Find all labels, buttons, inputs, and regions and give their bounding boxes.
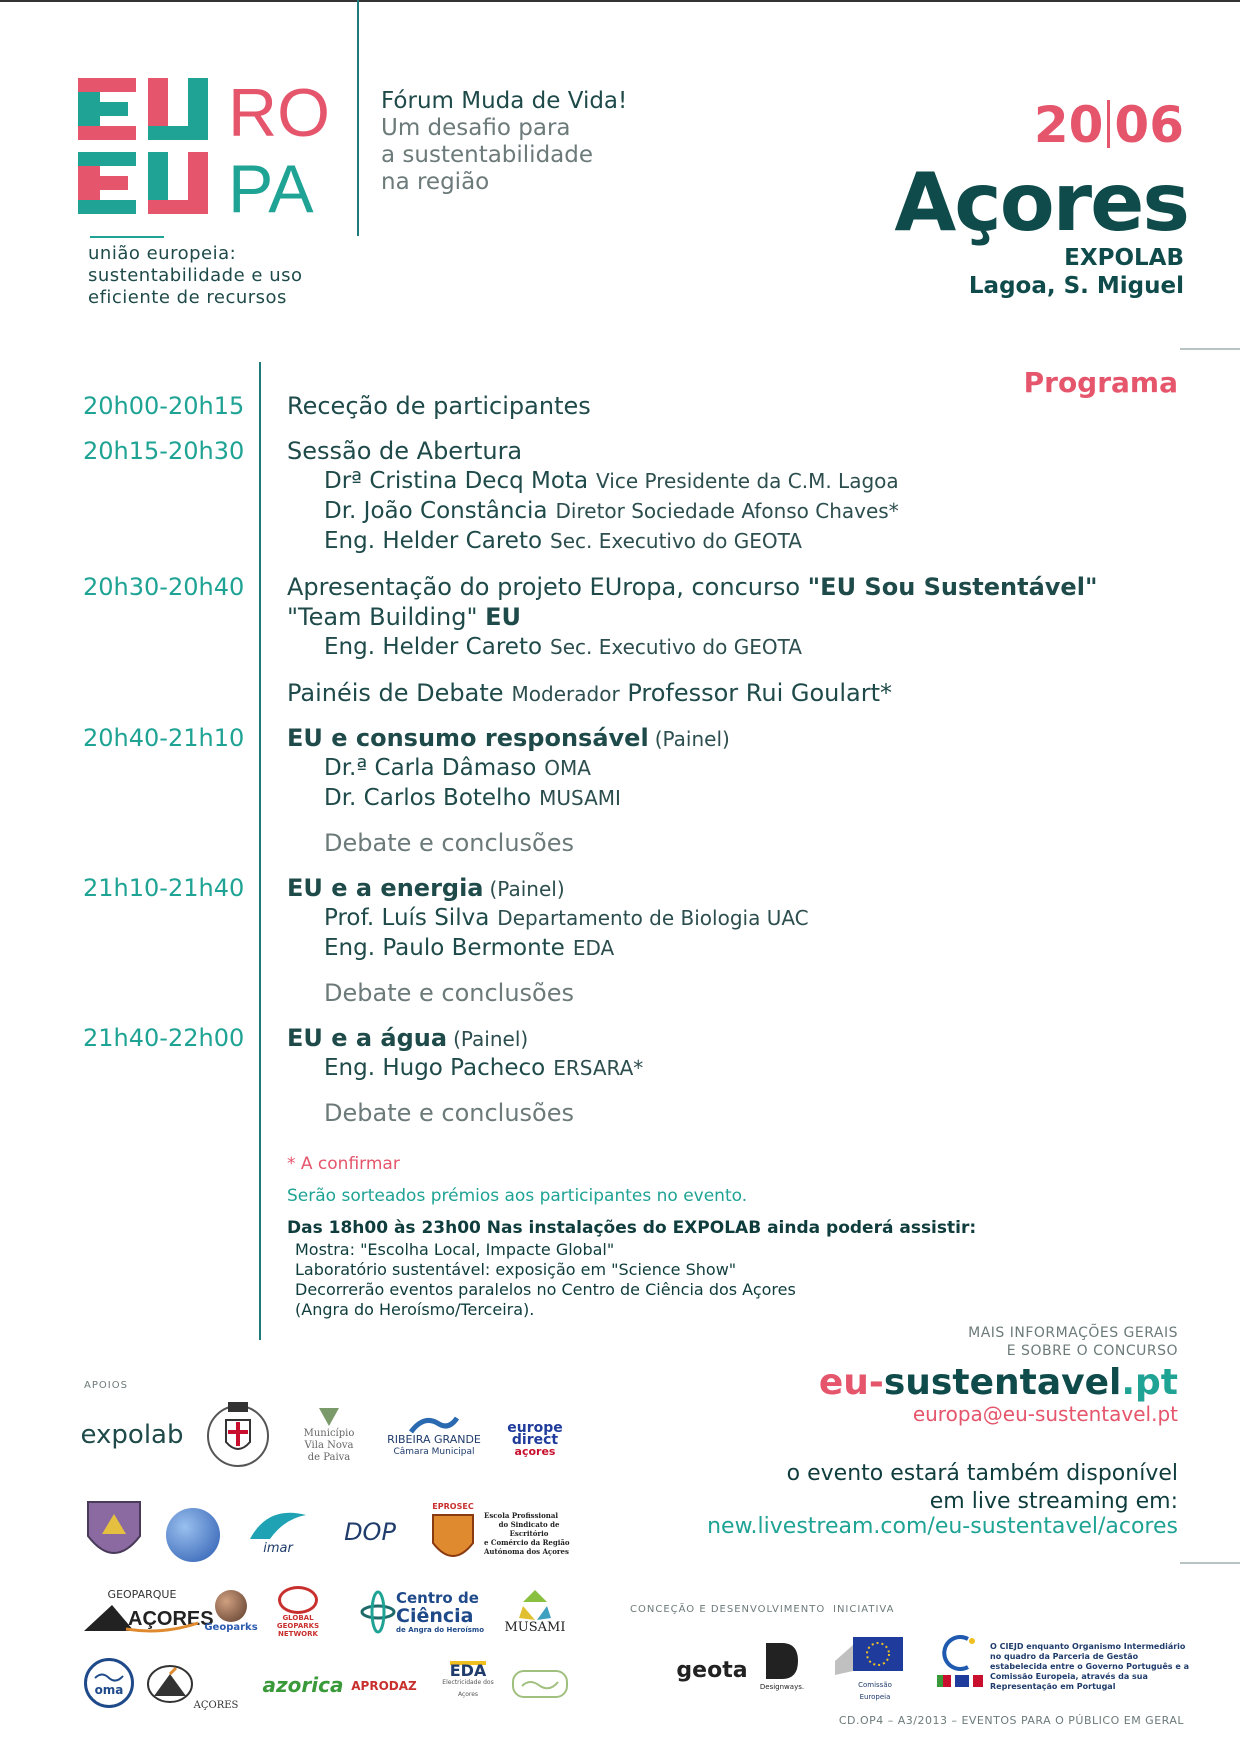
website-part: sustentavel	[883, 1362, 1122, 1403]
logo-text: AÇORES	[193, 1700, 239, 1711]
moderator-name: Professor Rui Goulart*	[627, 679, 893, 707]
centro-ciencia-text	[396, 1590, 484, 1634]
logo-text: RIBEIRA GRANDE	[387, 1433, 481, 1446]
panel-title: EU e a energia	[287, 874, 484, 902]
expolab-line: (Angra do Heroísmo/Terceira).	[295, 1300, 535, 1319]
design-label: CONCEÇÃO E DESENVOLVIMENTO	[630, 1604, 826, 1615]
venue-location: Lagoa, S. Miguel	[968, 273, 1184, 299]
logo-text: Vila Nova	[304, 1440, 354, 1451]
speaker	[324, 785, 621, 811]
logo-text: APRODAZ	[351, 1679, 417, 1693]
globe-logo	[166, 1508, 220, 1562]
streaming-line: o evento estará também disponível	[786, 1461, 1178, 1486]
expolab-logo	[82, 1400, 182, 1470]
program-item	[287, 1024, 528, 1052]
expolab-line: Decorrerão eventos paralelos no Centro de Ciência dos Açores	[295, 1280, 796, 1299]
logo-text: EPROSEC	[432, 1502, 474, 1511]
logo-text: açores	[514, 1445, 556, 1458]
panel-title: EU e consumo responsável	[287, 724, 649, 752]
leaf-icon	[317, 1406, 341, 1428]
logo-text: GLOBAL	[282, 1614, 314, 1622]
speaker-name: Dr. João Constância	[324, 498, 548, 524]
logo-text: Centro de	[396, 1589, 479, 1607]
program-item	[287, 874, 565, 902]
speaker-role: OMA	[544, 756, 591, 780]
program-divider	[259, 362, 261, 1340]
email-link[interactable]: europa@eu-sustentavel.pt	[912, 1402, 1178, 1426]
vila-nova-paiva-logo	[292, 1400, 366, 1470]
wave-icon	[248, 1509, 308, 1543]
program-item-bold: EU	[485, 603, 522, 631]
website-part: eu-	[818, 1362, 884, 1403]
speaker	[324, 755, 591, 781]
recycle-icon	[517, 1588, 553, 1622]
logo-text: GEOPARKS	[276, 1622, 320, 1630]
logo-text: EDA	[449, 1661, 487, 1680]
more-info-line: MAIS INFORMAÇÕES GERAIS	[968, 1325, 1178, 1341]
logo-text: Geoparks	[204, 1622, 258, 1633]
expolab-line: Laboratório sustentável: exposição em "Science Show"	[295, 1260, 737, 1279]
european-commission-logo	[830, 1630, 920, 1704]
speaker	[324, 468, 899, 494]
logo-text: azorica	[262, 1673, 344, 1697]
eprosec-logo	[428, 1498, 478, 1570]
prizes-note: Serão sorteados prémios aos participantes no evento.	[287, 1186, 748, 1206]
logo-text: do Sindicato de Escritório	[498, 1519, 560, 1538]
forum-sub-line: Um desafio para	[381, 115, 571, 141]
logo-text: Ciência	[396, 1605, 474, 1627]
divider-right	[1180, 1562, 1240, 1564]
ciejd-logo	[932, 1622, 988, 1700]
program-time: 20h15-20h30	[83, 437, 245, 465]
program-item: Sessão de Abertura	[287, 437, 523, 465]
program-item-text: "Team Building"	[287, 603, 486, 631]
speaker	[324, 905, 809, 931]
speaker-name: Eng. Paulo Bermonte	[324, 935, 565, 961]
streaming-text	[787, 1460, 1178, 1516]
geota-logo	[670, 1650, 754, 1692]
globe-icon	[215, 1590, 247, 1622]
designways-icon	[764, 1641, 800, 1681]
geoparque-logo	[82, 1586, 214, 1636]
expolab-logo-text: expolab	[80, 1420, 184, 1450]
oma-logo	[84, 1658, 134, 1708]
speaker-name: Dr. Carlos Botelho	[324, 785, 532, 811]
logo-text: Electricidade dos Açores	[442, 1679, 494, 1698]
speaker-name: Eng. Helder Careto	[324, 528, 543, 554]
debate-label: Debate e conclusões	[324, 979, 575, 1007]
logo-text: europe	[507, 1420, 563, 1436]
expolab-heading: Das 18h00 às 23h00 Nas instalações do EXPOLAB ainda poderá assistir:	[287, 1218, 977, 1238]
ribeira-grande-logo	[384, 1408, 484, 1464]
panel-tag: (Painel)	[489, 877, 565, 901]
speaker-role: Departamento de Biologia UAC	[497, 906, 809, 930]
initiative-text: O CIEJD enquanto Organismo Intermediário no quadro da Parceria de Gestão estabelecida entre o Governo Português e a Comissão Europeia, através da sua Representação em Portugal	[990, 1642, 1189, 1691]
program-time: 21h10-21h40	[83, 874, 245, 902]
logo-subtitle-line: sustentabilidade e uso	[88, 265, 303, 286]
europe-direct-logo	[500, 1410, 570, 1470]
header-divider	[357, 0, 359, 236]
logo-text: e Comércio da Região	[484, 1537, 570, 1547]
panel-tag: (Painel)	[453, 1027, 529, 1051]
speaker-name: Eng. Helder Careto	[324, 634, 543, 660]
initiative-label: INICIATIVA	[833, 1604, 895, 1615]
panel-tag: (Painel)	[654, 727, 730, 751]
speaker-role: Sec. Executivo do GEOTA	[550, 529, 802, 553]
program-item	[287, 573, 1097, 601]
website-part: .pt	[1121, 1362, 1178, 1403]
streaming-link[interactable]: new.livestream.com/eu-sustentavel/acores	[707, 1514, 1178, 1539]
logo-pa: PA	[228, 151, 314, 227]
expolab-line: Mostra: "Escolha Local, Impacte Global"	[295, 1240, 615, 1259]
forum-sub-line: a sustentabilidade	[381, 142, 594, 168]
logo-text: Designways.	[759, 1683, 805, 1691]
top-border	[0, 0, 1240, 2]
logo-text: AÇORES	[128, 1608, 214, 1630]
logo-text: Escola Profissional	[484, 1510, 559, 1520]
logo-text: NETWORK	[278, 1630, 318, 1638]
global-geoparks-logo	[262, 1584, 334, 1640]
more-info-line: E SOBRE O CONCURSO	[1006, 1343, 1178, 1359]
program-title: Programa	[1023, 366, 1178, 399]
shield-icon	[431, 1513, 475, 1567]
panels-label: Painéis de Debate	[287, 679, 504, 707]
ring-icon	[278, 1586, 318, 1614]
program-time: 20h40-21h10	[83, 724, 245, 752]
website-link[interactable]	[819, 1362, 1178, 1403]
mountain-icon	[82, 1601, 214, 1633]
program-time: 21h40-22h00	[83, 1024, 245, 1052]
shield-icon	[84, 1496, 144, 1568]
crest-logo	[84, 1496, 144, 1568]
forum-title: Fórum Muda de Vida!	[381, 88, 628, 114]
logo-text: imar	[263, 1541, 293, 1556]
logo-text: de Paiva	[307, 1452, 351, 1463]
date-separator	[1107, 100, 1110, 148]
logo-text: Comissão	[858, 1681, 892, 1689]
imar-logo	[244, 1504, 312, 1560]
logo-subtitle-line: união europeia:	[88, 243, 237, 264]
speaker-name: Drª Cristina Decq Mota	[324, 468, 589, 494]
program-item-text: Apresentação do projeto EUropa, concurso	[287, 573, 808, 601]
centro-ciencia-logo	[360, 1586, 484, 1638]
logo-eu-top	[78, 78, 208, 140]
forum-title-block	[381, 88, 627, 196]
wave-icon	[94, 1670, 124, 1684]
event-island: Açores	[894, 156, 1188, 249]
footer-code: CD.OP4 – A3/2013 – EVENTOS PARA O PÚBLICO EM GERAL	[838, 1714, 1184, 1727]
logo-subtitle-line: eficiente de recursos	[88, 287, 287, 308]
event-venue	[969, 244, 1184, 300]
speaker	[324, 498, 899, 524]
logo-eu-bottom	[78, 152, 208, 214]
program-time: 20h00-20h15	[83, 392, 245, 420]
confirm-note: * A confirmar	[287, 1154, 400, 1174]
venue-name: EXPOLAB	[1064, 245, 1184, 271]
speaker-name: Eng. Hugo Pacheco	[324, 1055, 546, 1081]
date-day: 20	[1033, 96, 1104, 154]
ciejd-icon	[938, 1633, 982, 1673]
speaker-name: Dr.ª Carla Dâmaso	[324, 755, 537, 781]
contest-name: "EU Sou Sustentável"	[807, 573, 1098, 601]
logo-text: MUSAMI	[504, 1620, 566, 1635]
speaker	[324, 634, 802, 660]
program-time: 20h30-20h40	[83, 573, 245, 601]
forum-sub-line: na região	[381, 169, 490, 195]
logo-text: Europeia	[859, 1693, 891, 1701]
logo-underline	[90, 236, 164, 238]
date-month: 06	[1114, 96, 1184, 154]
more-info	[968, 1324, 1178, 1360]
europa-logo	[78, 75, 338, 227]
eda-logo	[432, 1658, 504, 1704]
geoparks-logo	[206, 1586, 256, 1638]
logo-subtitle	[88, 243, 303, 309]
logo-text: DOP	[344, 1518, 396, 1546]
logo-text: geota	[676, 1658, 748, 1683]
speaker-role: Vice Presidente da C.M. Lagoa	[596, 469, 899, 493]
program-item: Receção de participantes	[287, 392, 591, 420]
designways-logo	[758, 1636, 806, 1698]
moderator-label: Moderador	[511, 682, 620, 706]
logo-text: de Angra do Heroísmo	[396, 1626, 485, 1634]
dop-logo	[330, 1504, 410, 1560]
divider-right	[1180, 348, 1240, 350]
logo-text: Autónoma dos Açores	[484, 1546, 569, 1556]
speaker-role: MUSAMI	[539, 786, 621, 810]
sponsors-label: APOIOS	[84, 1380, 128, 1391]
expolab-list	[295, 1240, 796, 1320]
speaker-role: Sec. Executivo do GEOTA	[550, 635, 802, 659]
speaker-role: ERSARA*	[553, 1056, 644, 1080]
wave-icon	[409, 1414, 459, 1434]
speaker	[324, 528, 802, 554]
logo-text: GEOPARQUE	[107, 1588, 177, 1601]
musami-logo	[502, 1582, 568, 1640]
flags-icon	[935, 1673, 985, 1689]
streaming-line: em live streaming em:	[929, 1489, 1178, 1514]
logo-text: Câmara Municipal	[393, 1447, 475, 1457]
speaker-role: EDA	[572, 936, 615, 960]
logo-text: direct	[511, 1432, 559, 1448]
logo-ro: RO	[228, 75, 330, 151]
municipio-lagoa-logo	[206, 1396, 270, 1472]
logo-text: Município	[303, 1428, 355, 1439]
eu-flag-icon	[833, 1631, 917, 1679]
azorica-logo	[262, 1670, 344, 1700]
program-item	[287, 724, 730, 752]
logo-text: oma	[94, 1683, 124, 1697]
rwc-logo	[512, 1670, 568, 1698]
volcano-icon	[146, 1664, 194, 1704]
program-item	[287, 603, 521, 631]
eprosec-text	[484, 1510, 574, 1556]
debate-label: Debate e conclusões	[324, 829, 575, 857]
speaker	[324, 935, 614, 961]
wave-icon	[520, 1676, 560, 1692]
speaker-name: Prof. Luís Silva	[324, 905, 490, 931]
atom-icon	[360, 1588, 396, 1636]
coat-of-arms-icon	[206, 1396, 270, 1472]
event-date	[1034, 96, 1184, 154]
panel-title: EU e a água	[287, 1024, 448, 1052]
observatorio-logo	[150, 1656, 239, 1712]
speaker-role: Diretor Sociedade Afonso Chaves*	[555, 499, 899, 523]
speaker	[324, 1055, 643, 1081]
aprodaz-logo	[352, 1672, 416, 1700]
debate-label: Debate e conclusões	[324, 1099, 575, 1127]
program-item	[287, 679, 892, 707]
